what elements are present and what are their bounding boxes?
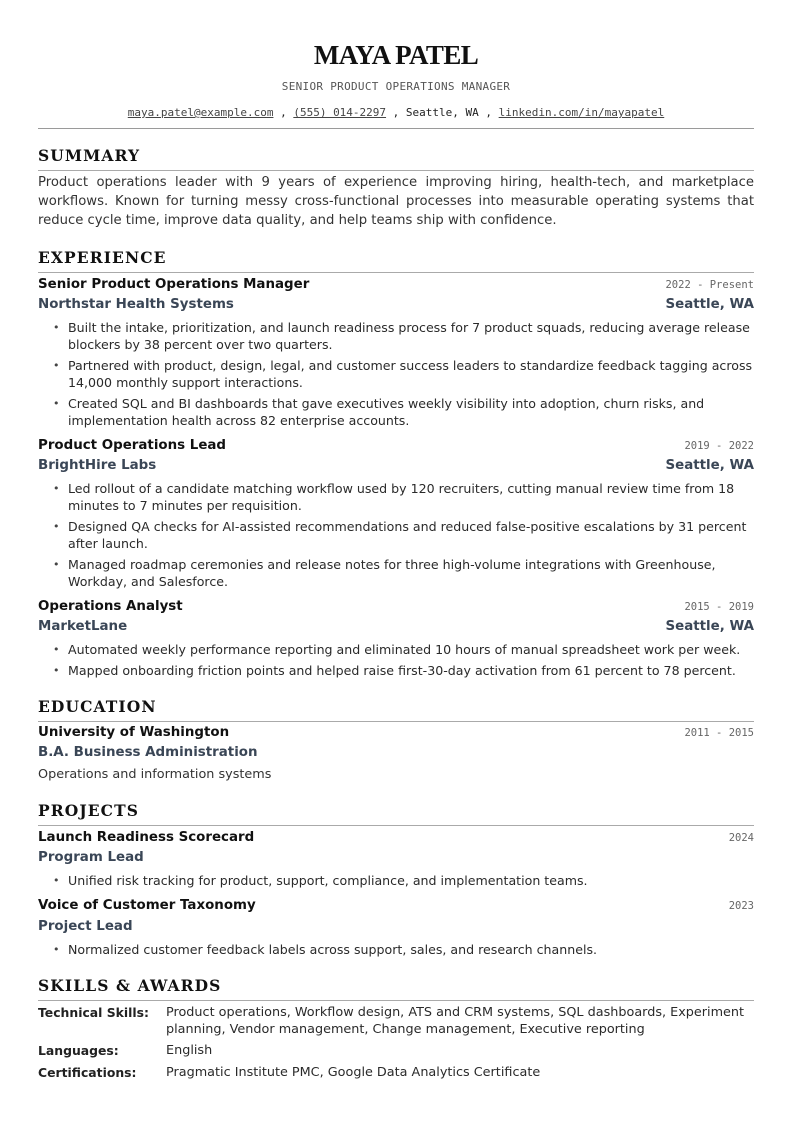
- education-section-header: [38, 697, 754, 722]
- job-location: Seattle, WA: [665, 619, 754, 634]
- skills-section-header: [38, 976, 754, 1001]
- job-dates: 2019 - 2022: [684, 440, 754, 452]
- skill-row: [38, 1064, 754, 1081]
- list-item: • Normalized customer feedback labels across support, sales, and research channels.: [38, 941, 754, 958]
- experience-section-header: [38, 248, 754, 273]
- job-bullets: [38, 641, 754, 683]
- project-name: Voice of Customer Taxonomy: [38, 898, 256, 913]
- section-heading: EDUCATION: [38, 697, 157, 716]
- email-link[interactable]: maya.patel@example.com: [127, 106, 274, 119]
- job-header: [38, 599, 754, 614]
- job-role: Operations Analyst: [38, 599, 183, 614]
- job-company: MarketLane: [38, 619, 128, 634]
- list-item: • Unified risk tracking for product, support, compliance, and implementation teams.: [38, 872, 754, 889]
- section-divider: [38, 1000, 754, 1001]
- section-divider: [38, 272, 754, 273]
- section-heading: SKILLS & AWARDS: [38, 976, 222, 995]
- location-text: Seattle, WA: [405, 106, 479, 119]
- degree: B.A. Business Administration: [38, 745, 258, 760]
- job-company: Northstar Health Systems: [38, 297, 234, 312]
- job-dates: 2022 - Present: [665, 279, 754, 291]
- project-role: Project Lead: [38, 919, 133, 934]
- list-item: • Partnered with product, design, legal, and customer success leaders to standardize feedback tagging across 14,000 monthly support interactions.: [38, 357, 754, 391]
- job-bullets: [38, 319, 754, 433]
- contact-separator: ,: [280, 106, 287, 119]
- job-dates: 2015 - 2019: [684, 601, 754, 613]
- project-role-row: [38, 850, 754, 865]
- section-divider: [38, 721, 754, 722]
- phone-link[interactable]: (555) 014-2297: [293, 106, 387, 119]
- skill-value: English: [166, 1043, 213, 1058]
- job-bullets: [38, 480, 754, 594]
- candidate-title: SENIOR PRODUCT OPERATIONS MANAGER: [281, 80, 511, 93]
- project-name: Launch Readiness Scorecard: [38, 830, 255, 845]
- education-note: Operations and information systems: [38, 767, 272, 782]
- section-heading: PROJECTS: [38, 801, 140, 820]
- skill-row: [38, 1042, 754, 1059]
- section-divider: [38, 170, 754, 171]
- education-header: [38, 725, 754, 740]
- skill-label: Certifications:: [38, 1065, 137, 1080]
- linkedin-link[interactable]: linkedin.com/in/mayapatel: [498, 106, 665, 119]
- projects-section-header: [38, 801, 754, 826]
- header-divider: [38, 128, 754, 129]
- list-item: • Mapped onboarding friction points and helped raise first-30-day activation from 61 percent to 78 percent.: [38, 662, 754, 679]
- list-item: • Built the intake, prioritization, and launch readiness process for 7 product squads, reducing average release blockers by 38 percent over two quarters.: [38, 319, 754, 353]
- list-item: • Created SQL and BI dashboards that gave executives weekly visibility into adoption, churn risks, and implementation health across 82 enterprise accounts.: [38, 395, 754, 429]
- section-heading: SUMMARY: [38, 146, 141, 165]
- skill-row: [38, 1004, 754, 1038]
- project-bullets: [38, 941, 754, 962]
- project-bullets: [38, 872, 754, 893]
- project-header: [38, 830, 754, 845]
- project-header: [38, 898, 754, 913]
- job-header: [38, 438, 754, 453]
- job-company-row: [38, 458, 754, 473]
- project-year: 2023: [728, 900, 754, 912]
- summary-text: Product operations leader with 9 years of experience improving hiring, health-tech, and marketplace workflows. Known for turning messy cross-functional processes into measurable operating systems that reduce cycle time, improve data quality, and help teams ship with confidence.: [38, 175, 754, 228]
- section-heading: EXPERIENCE: [38, 248, 167, 267]
- skill-value: Product operations, Workflow design, ATS and CRM systems, SQL dashboards, Experiment planning, Vendor management, Change management, Executive reporting: [166, 1005, 745, 1037]
- contact-separator: ,: [392, 106, 400, 119]
- degree-row: [38, 745, 754, 760]
- list-item: • Managed roadmap ceremonies and release notes for three high-volume integrations with Greenhouse, Workday, and Salesforce.: [38, 556, 754, 590]
- job-role: Product Operations Lead: [38, 438, 227, 453]
- contact-separator: ,: [485, 106, 493, 119]
- job-company: BrightHire Labs: [38, 458, 157, 473]
- job-company-row: [38, 297, 754, 312]
- project-role: Program Lead: [38, 850, 144, 865]
- school-name: University of Washington: [38, 725, 230, 740]
- education-dates: 2011 - 2015: [684, 727, 754, 739]
- job-header: [38, 277, 754, 292]
- skill-label: Technical Skills:: [38, 1005, 149, 1020]
- job-company-row: [38, 619, 754, 634]
- job-location: Seattle, WA: [665, 297, 754, 312]
- job-location: Seattle, WA: [665, 458, 754, 473]
- candidate-name: MAYA PATEL: [313, 40, 479, 70]
- project-role-row: [38, 919, 754, 934]
- list-item: • Led rollout of a candidate matching workflow used by 120 recruiters, cutting manual review time from 18 minutes to 7 minutes per requisition.: [38, 480, 754, 514]
- job-role: Senior Product Operations Manager: [38, 277, 310, 292]
- section-divider: [38, 825, 754, 826]
- skill-label: Languages:: [38, 1043, 119, 1058]
- list-item: • Designed QA checks for AI-assisted recommendations and reduced false-positive escalations by 31 percent after launch.: [38, 518, 754, 552]
- list-item: • Automated weekly performance reporting and eliminated 10 hours of manual spreadsheet work per week.: [38, 641, 754, 658]
- contact-line: [38, 106, 754, 119]
- skill-value: Pragmatic Institute PMC, Google Data Analytics Certificate: [166, 1065, 541, 1080]
- project-year: 2024: [728, 832, 754, 844]
- summary-section-header: [38, 146, 754, 171]
